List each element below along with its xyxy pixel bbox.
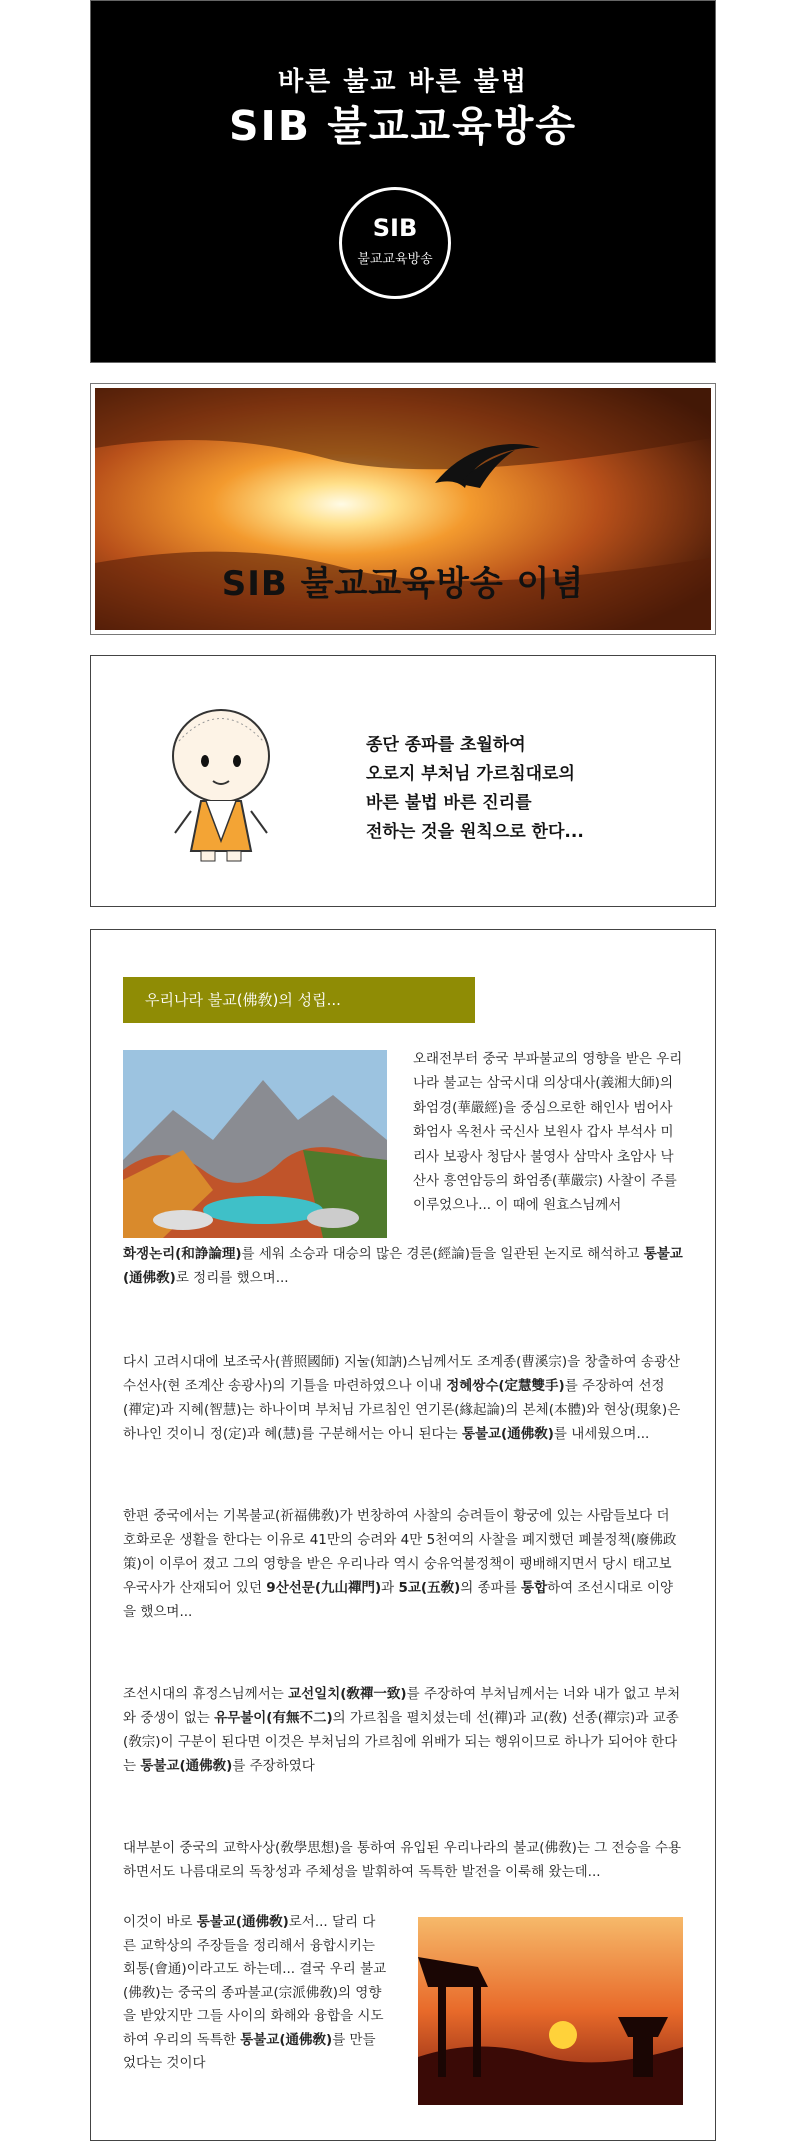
p6-bold-tongbulgyo-1: 통불교(通佛敎): [196, 1914, 289, 1930]
p3-text-b: 과: [381, 1580, 395, 1596]
history-paragraph-1-right: [413, 1047, 683, 1218]
p3-bold-tonghap: 통합: [521, 1580, 548, 1596]
p1-end-text: 로 정리를 했으며...: [175, 1270, 289, 1286]
p4-text-b: 를 주장하여 부처님께서는 너와 내가 없고 부처와 중생이 없는: [123, 1686, 681, 1726]
p4-text-c: 의 가르침을 펼치셨는데 선(禪)과 교(敎) 선종(禪宗)과 교종(敎宗)이 구분이 된다면 이것은 부처님의 가르침에 위배가 되는 행위이므로 하나가 되어야 한다는: [123, 1710, 679, 1774]
p4-text-d: 를 주장하였다: [232, 1758, 315, 1774]
header-subtitle: 바른 불교 바른 불법: [277, 67, 529, 97]
p5-text: 대부분이 중국의 교학사상(敎學思想)을 통하여 유입된 우리나라의 불교(佛敎)는 그 전승을 수용하면서도 나름대로의 독창성과 주체성을 발휘하여 독특한 발전을 이룩해 왔는데...: [123, 1840, 681, 1880]
logo-sub-text: 불교교육방송: [357, 252, 433, 267]
banner-panel: [90, 383, 716, 635]
intro-motto: [366, 731, 584, 847]
p4-bold-gyoseon: 교선일치(敎禪一致): [288, 1686, 407, 1702]
p4-bold-yumubuli: 유무불이(有無不二): [214, 1710, 333, 1726]
motto-line-3: 바른 불법 바른 진리를: [366, 793, 532, 813]
history-heading: 우리나라 불교(佛敎)의 성립...: [123, 977, 475, 1023]
p3-text-c: 의 종파를: [460, 1580, 517, 1596]
monk-character-icon: [161, 701, 281, 871]
history-paragraph-1-cont: [123, 1242, 683, 1290]
p2-bold-tongbulgyo: 통불교(通佛敎): [461, 1426, 554, 1442]
history-paragraph-3: [123, 1504, 683, 1624]
p3-bold-5gyo: 5교(五敎): [398, 1580, 461, 1596]
intro-panel: [90, 655, 716, 907]
p2-text-b: 를 주장하여 선정(禪定)과 지혜(智慧)는 하나이며 부처님 가르침인 연기론(緣起論)의 본체(本體)와 현상(現象)은 하나인 것이니 정(定)과 혜(慧)를 구분해서는 아니 된다는: [123, 1378, 681, 1442]
history-paragraph-6: [123, 1911, 388, 2076]
temple-sunset-photo: [418, 1917, 683, 2105]
history-paragraph-2: [123, 1350, 683, 1446]
p6-text-a: 이것이 바로: [123, 1914, 193, 1930]
p2-text-c: 를 내세웠으며...: [553, 1426, 650, 1442]
motto-line-4: 전하는 것을 원칙으로 한다...: [366, 822, 584, 842]
header-title: SIB 불교교육방송: [229, 102, 577, 150]
p3-bold-9sanseonmun: 9산선문(九山禪門): [266, 1580, 382, 1596]
history-paragraph-5: [123, 1836, 683, 1884]
logo-main-text: SIB: [372, 214, 418, 242]
p6-text-c: 를 만들었다는 것이다: [123, 2031, 376, 2071]
p1-cont-text: 를 세워 소승과 대승의 많은 경론(經論)들을 일관된 논지로 해석하고: [241, 1246, 640, 1262]
p3-text-a: 한편 중국에서는 기복불교(祈福佛敎)가 번창하여 사찰의 승려들이 황궁에 있는 사람들보다 더 호화로운 생활을 한다는 이유로 41만의 승려와 4만 5천여의 사찰을 폐지했던 폐불정책(廢佛政策)이 이루어 졌고 그의 영향을 받은 우리나라 역시 숭유억불정책이 팽배해지면서 당시 태고보우국사가 산재되어 있던: [123, 1508, 677, 1596]
p1-bold-tongbulgyo: 통불교(通佛敎): [123, 1246, 683, 1286]
header-panel: [90, 0, 716, 363]
p6-bold-tongbulgyo-2: 통불교(通佛敎): [240, 2031, 333, 2048]
history-paragraph-4: [123, 1682, 683, 1778]
mountain-valley-photo: [123, 1050, 387, 1238]
p1-text: 오래전부터 중국 부파불교의 영향을 받은 우리나라 불교는 삼국시대 의상대사(義湘大師)의 화엄경(華嚴經)을 중심으로한 해인사 범어사 화엄사 옥천사 국신사 보원사 갑사 부석사 미리사 보광사 청담사 불영사 삼막사 초암사 낙산사 흥연암등의 화엄종(華嚴宗) 사찰이 주를 이루었으나... 이 때에 원효스님께서: [413, 1051, 683, 1214]
p1-bold-hwajaeng: 화쟁논리(和諍論理): [123, 1246, 242, 1262]
p6-text-b: 로서... 달리 다른 교학상의 주장들을 정리해서 융합시키는 회통(會通)이라고도 하는데... 결국 우리 불교(佛敎)는 중국의 종파불교(宗派佛敎)의 영향을 받았지만 그들 사이의 화해와 융합을 시도하여 우리의 독특한: [123, 1914, 387, 2048]
motto-line-2: 오로지 부처님 가르침대로의: [366, 764, 575, 784]
sib-logo: [339, 187, 451, 299]
p4-bold-tongbulgyo: 통불교(通佛敎): [140, 1758, 233, 1774]
motto-line-1: 종단 종파를 초월하여: [366, 735, 526, 755]
p4-text-a: 조선시대의 휴정스님께서는: [123, 1686, 284, 1702]
banner-image: [95, 388, 711, 630]
p2-text-a: 다시 고려시대에 보조국사(普照國師) 지눌(知訥)스님께서도 조계종(曹溪宗)을 창출하여 송광산 수선사(현 조계산 송광사)의 기틀을 마련하였으나 이내: [123, 1354, 681, 1394]
p2-bold-jeonghye: 정혜쌍수(定慧雙手): [446, 1378, 565, 1394]
p3-text-d: 하여 조선시대로 이양을 했으며...: [123, 1580, 674, 1620]
history-panel: [90, 929, 716, 2141]
banner-title: SIB 불교교육방송 이념: [221, 564, 585, 604]
